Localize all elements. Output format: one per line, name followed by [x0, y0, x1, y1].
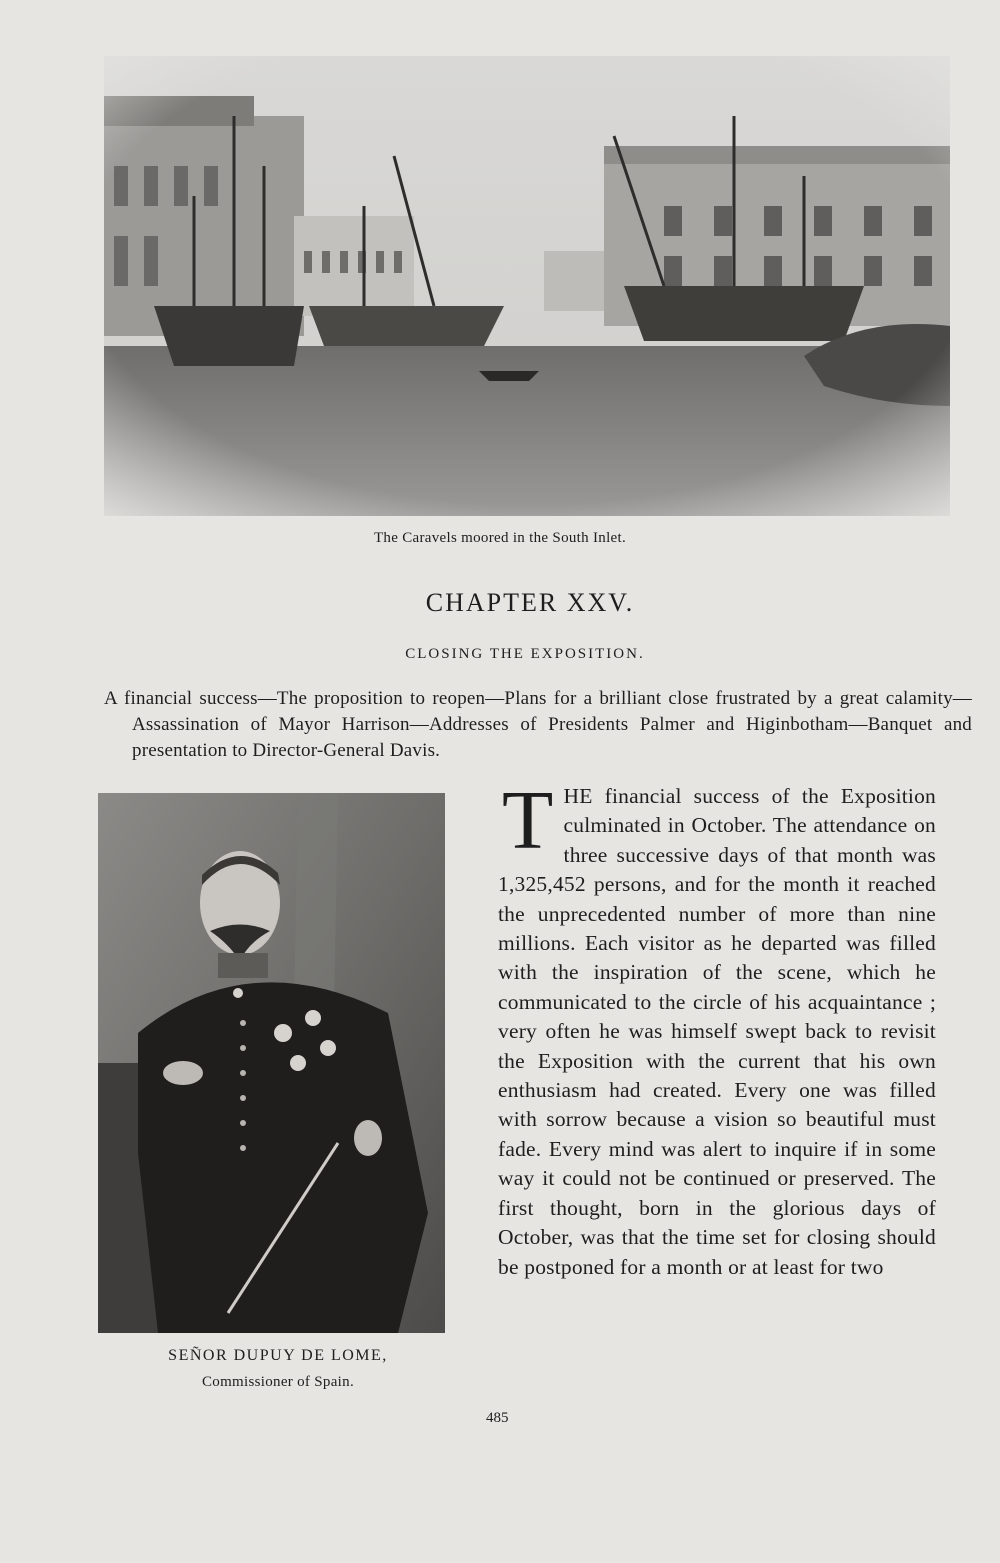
- chapter-title: CHAPTER XXV.: [425, 588, 635, 617]
- photo-caption: The Caravels moored in the South Inlet.: [373, 530, 627, 546]
- body-text: [498, 774, 936, 1282]
- chapter-subtitle: CLOSING THE EXPOSITION.: [405, 646, 645, 662]
- page-number: 485: [486, 1410, 509, 1426]
- chapter-summary: A financial success—The proposition to reopen—Plans for a brilliant close frustrated by a great calamity—Assassination of Mayor Harrison—Addresses of Presidents Palmer and Higinbotham—Banquet and presentation to Director-General Davis.: [104, 688, 972, 761]
- caravels-photo: [104, 56, 950, 516]
- portrait-photo: [98, 793, 445, 1333]
- drop-cap: T: [502, 774, 554, 867]
- body-paragraph: HE financial success of the Exposition culminated in October. The attendance on three successive days of that month was 1,325,452 persons, and for the month it reached the unprecedented number of more than nine millions. Each visitor as he departed was filled with the inspiration of the scene, which he communicated to the circle of his acquaintance ; very often he was himself swept back to revisit the Exposition with the current that his own enthusiasm had created. Every one was filled with sorrow because a vision so beautiful must fade. Every mind was alert to inquire if in some way it could not be continued or preserved. The first thought, born in the glorious days of October, was that the time set for closing should be postponed for a month or at least for two: [498, 784, 936, 1279]
- portrait-image: [98, 793, 445, 1333]
- caravels-image: [104, 56, 950, 516]
- portrait-name: SEÑOR DUPUY DE LOME,: [168, 1347, 388, 1364]
- portrait-role: Commissioner of Spain.: [201, 1374, 354, 1390]
